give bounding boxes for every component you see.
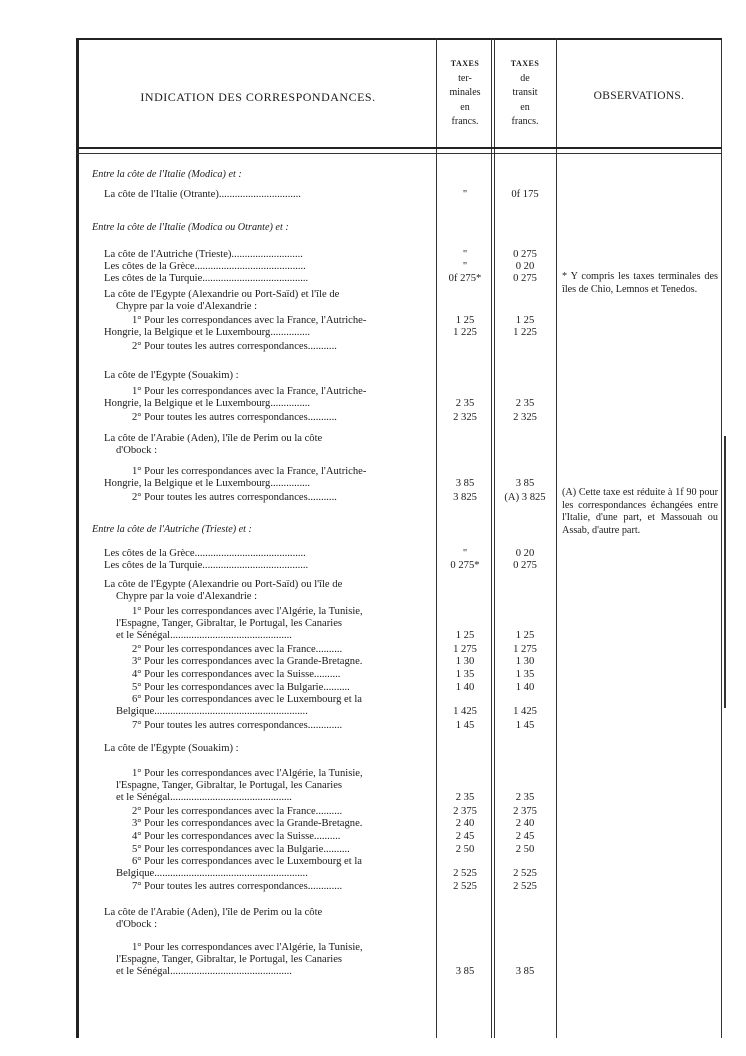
header-word: en [520, 101, 530, 113]
terminal-tax-value: 2 45 [455, 831, 475, 842]
terminal-tax-value: 2 40 [455, 818, 475, 829]
terminal-tax-value: 1 25 [455, 315, 475, 326]
header-word: minales [449, 87, 481, 98]
terminal-tax-value: 3 825 [453, 492, 477, 503]
transit-tax-value: 1 30 [515, 656, 535, 667]
terminal-tax-value: 1 225 [453, 327, 477, 338]
entry-text: 2° Pour toutes les autres correspondances........... [132, 412, 337, 423]
terminal-tax-value: 2 35 [455, 792, 475, 803]
header-transit-top: TAXES [510, 59, 540, 68]
entry-text: 1° Pour les correspondances avec la France, l'Autriche- [132, 386, 367, 397]
entry-text: Chypre par la voie d'Alexandrie : [116, 591, 258, 602]
terminal-tax-value: 2 35 [455, 398, 475, 409]
header-rule [76, 147, 722, 149]
transit-tax-value: 0 275 [513, 560, 537, 571]
transit-tax-value: 3 85 [515, 966, 535, 977]
entry-text: 2° Pour toutes les autres correspondances........... [132, 341, 337, 352]
entry-text: 1° Pour les correspondances avec la France, l'Autriche- [132, 315, 367, 326]
transit-tax-value: 1 225 [513, 327, 537, 338]
transit-tax-value: 1 25 [515, 630, 535, 641]
transit-tax-value: 0 275 [513, 273, 537, 284]
transit-tax-value: 2 525 [513, 881, 537, 892]
entry-text: Les côtes de la Grèce.......................................... [104, 261, 306, 272]
transit-tax-value: 2 35 [515, 398, 535, 409]
entry-text: 2° Pour les correspondances avec la France.......... [132, 644, 343, 655]
transit-tax-value: 2 525 [513, 868, 537, 879]
header-observations: OBSERVATIONS. [593, 90, 685, 102]
terminal-tax-value: 1 425 [453, 706, 477, 717]
entry-text: Hongrie, la Belgique et le Luxembourg............... [104, 398, 311, 409]
entry-text: Hongrie, la Belgique et le Luxembourg............... [104, 478, 311, 489]
terminal-tax-value: 2 375 [453, 806, 477, 817]
entry-text: Chypre par la voie d'Alexandrie : [116, 301, 258, 312]
transit-tax-value: 1 275 [513, 644, 537, 655]
header-transit-lines [494, 72, 556, 130]
entry-text: La côte de l'Autriche (Trieste)........................... [104, 249, 303, 260]
column-rule-terminal [436, 38, 437, 1038]
transit-tax-value: 1 425 [513, 706, 537, 717]
header-word: francs. [511, 116, 539, 127]
terminal-tax-value: " [462, 548, 468, 559]
entry-text: l'Espagne, Tanger, Gibraltar, le Portugal, les Canaries [116, 954, 343, 965]
entry-text: La côte de l'Arabie (Aden), l'île de Perim ou la côte [104, 433, 323, 444]
header-word: francs. [451, 116, 479, 127]
terminal-tax-value: 2 50 [455, 844, 475, 855]
terminal-tax-value: " [462, 189, 468, 200]
section-heading: Entre la côte de l'Italie (Modica ou Otrante) et : [92, 222, 289, 233]
transit-tax-value: (A) 3 825 [504, 492, 546, 503]
header-terminal-taxes [438, 57, 492, 130]
entry-text: La côte de l'Arabie (Aden), l'île de Perim ou la côte [104, 907, 323, 918]
entry-text: Hongrie, la Belgique et le Luxembourg............... [104, 327, 311, 338]
observation-note: * Y compris les taxes terminales des îles de Chio, Lemnos et Tenedos. [562, 271, 718, 295]
header-terminal-top: TAXES [450, 59, 480, 68]
entry-text: 1° Pour les correspondances avec la France, l'Autriche- [132, 466, 367, 477]
terminal-tax-value: 1 45 [455, 720, 475, 731]
header-word: de [520, 72, 530, 84]
transit-tax-value: 0 275 [513, 249, 537, 260]
entry-text: 2° Pour toutes les autres correspondances........... [132, 492, 337, 503]
header-rule-secondary [76, 153, 722, 154]
transit-tax-value: 0f 175 [511, 189, 539, 200]
transit-tax-value: 2 325 [513, 412, 537, 423]
transit-tax-value: 2 35 [515, 792, 535, 803]
transit-tax-value: 0 20 [515, 548, 535, 559]
transit-tax-value: 3 85 [515, 478, 535, 489]
entry-text: d'Obock : [116, 445, 158, 456]
terminal-tax-value: " [462, 249, 468, 260]
entry-text: 6° Pour les correspondances avec le Luxembourg et la [132, 694, 362, 705]
header-word: ter- [458, 72, 472, 84]
transit-tax-value: 1 25 [515, 315, 535, 326]
terminal-tax-value: 1 275 [453, 644, 477, 655]
entry-text: et le Sénégal.............................................. [116, 792, 292, 803]
entry-text: 1° Pour les correspondances avec l'Algérie, la Tunisie, [132, 942, 363, 953]
entry-text: et le Sénégal.............................................. [116, 630, 292, 641]
entry-text: 4° Pour les correspondances avec la Suisse.......... [132, 669, 341, 680]
terminal-tax-value: 2 525 [453, 881, 477, 892]
entry-text: d'Obock : [116, 919, 158, 930]
entry-text: Les côtes de la Turquie........................................ [104, 273, 309, 284]
section-heading: Entre la côte de l'Autriche (Trieste) et : [92, 524, 252, 535]
margin-mark [724, 436, 726, 708]
entry-text: La côte de l'Égypte (Souakim) : [104, 743, 239, 754]
transit-tax-value: 2 375 [513, 806, 537, 817]
entry-text: Les côtes de la Grèce.......................................... [104, 548, 306, 559]
transit-tax-value: 1 40 [515, 682, 535, 693]
entry-text: 5° Pour les correspondances avec la Bulgarie.......... [132, 682, 350, 693]
entry-text: La côte de l'Egypte (Alexandrie ou Port-Saïd) et l'île de [104, 289, 340, 300]
entry-text: l'Espagne, Tanger, Gibraltar, le Portugal, les Canaries [116, 618, 343, 629]
entry-text: 3° Pour les correspondances avec la Grande-Bretagne. [132, 818, 363, 829]
entry-text: 5° Pour les correspondances avec la Bulgarie.......... [132, 844, 350, 855]
transit-tax-value: 1 35 [515, 669, 535, 680]
terminal-tax-value: 2 525 [453, 868, 477, 879]
column-rule-observations [556, 38, 557, 1038]
entry-text: 3° Pour les correspondances avec la Grande-Bretagne. [132, 656, 363, 667]
transit-tax-value: 1 45 [515, 720, 535, 731]
entry-text: 1° Pour les correspondances avec l'Algérie, la Tunisie, [132, 606, 363, 617]
terminal-tax-value: 0 275* [450, 560, 480, 571]
entry-text: La côte de l'Italie (Otrante)............................... [104, 189, 301, 200]
entry-text: Belgique.......................................................... [116, 868, 308, 879]
entry-text: et le Sénégal.............................................. [116, 966, 292, 977]
terminal-tax-value: 0f 275* [448, 273, 482, 284]
observation-note: (A) Cette taxe est réduite à 1f 90 pour les correspondances échangées entre l'Italie, d'une part, et Massouah ou Assab, d'autre part. [562, 487, 718, 536]
terminal-tax-value: 1 40 [455, 682, 475, 693]
entry-text: La côte de l'Égypte (Souakim) : [104, 370, 239, 381]
header-terminal-lines [438, 72, 492, 130]
terminal-tax-value: 1 25 [455, 630, 475, 641]
terminal-tax-value: 3 85 [455, 966, 475, 977]
header-indication: INDICATION DES CORRESPONDANCES. [140, 90, 376, 104]
entry-text: 7° Pour toutes les autres correspondances............. [132, 881, 343, 892]
entry-text: Les côtes de la Turquie........................................ [104, 560, 309, 571]
section-heading: Entre la côte de l'Italie (Modica) et : [92, 169, 242, 180]
transit-tax-value: 2 45 [515, 831, 535, 842]
terminal-tax-value: 1 30 [455, 656, 475, 667]
transit-tax-value: 2 50 [515, 844, 535, 855]
entry-text: 4° Pour les correspondances avec la Suisse.......... [132, 831, 341, 842]
entry-text: 1° Pour les correspondances avec l'Algérie, la Tunisie, [132, 768, 363, 779]
transit-tax-value: 2 40 [515, 818, 535, 829]
entry-text: La côte de l'Égypte (Alexandrie ou Port-Saïd) ou l'île de [104, 579, 343, 590]
terminal-tax-value: " [462, 261, 468, 272]
terminal-tax-value: 2 325 [453, 412, 477, 423]
header-word: en [460, 101, 470, 113]
entry-text: Belgique.......................................................... [116, 706, 308, 717]
header-word: transit [512, 87, 538, 98]
transit-tax-value: 0 20 [515, 261, 535, 272]
entry-text: 2° Pour les correspondances avec la France.......... [132, 806, 343, 817]
entry-text: l'Espagne, Tanger, Gibraltar, le Portugal, les Canaries [116, 780, 343, 791]
entry-text: 7° Pour toutes les autres correspondances............. [132, 720, 343, 731]
terminal-tax-value: 3 85 [455, 478, 475, 489]
terminal-tax-value: 1 35 [455, 669, 475, 680]
header-transit-taxes [494, 57, 556, 130]
entry-text: 6° Pour les correspondances avec le Luxembourg et la [132, 856, 362, 867]
